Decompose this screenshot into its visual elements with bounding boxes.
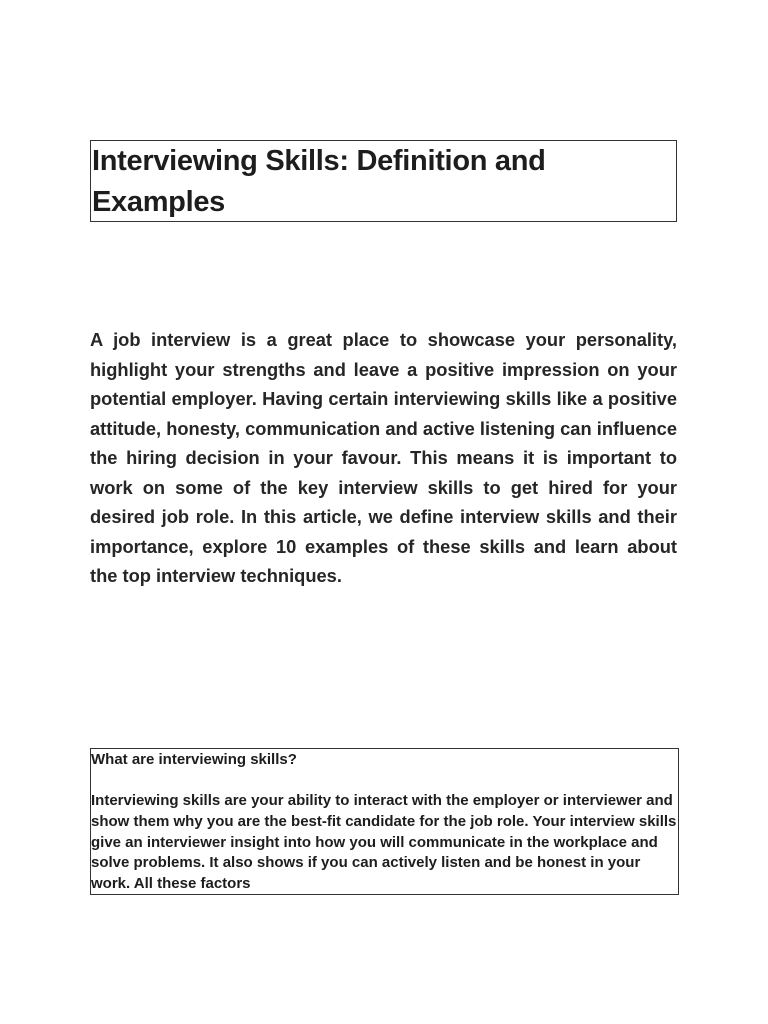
section-body: Interviewing skills are your ability to interact with the employer or interviewer and show them why you are the best-fit candidate for the job role. Your interview skills give an interviewer insight into how you will communicate in the workplace and solve problems. It also shows if you can actively listen and be honest in your work. All these factors [91, 792, 677, 893]
intro-paragraph: A job interview is a great place to showcase your personality, highlight your strengths and leave a positive impression on your potential employer. Having certain interviewing skills like a positive attitude, honesty, communication and active listening can influence the hiring decision in your favour. This means it is important to work on some of the key interview skills to get hired for your desired job role. In this article, we define interview skills and their importance, explore 10 examples of these skills and learn about the top interview techniques. [90, 329, 677, 586]
section-box [90, 748, 679, 895]
page-title: Interviewing Skills: Definition and Examples [92, 145, 546, 218]
section-heading: What are interviewing skills? [91, 751, 297, 768]
title-box [90, 140, 677, 222]
section-spacer [91, 770, 678, 791]
